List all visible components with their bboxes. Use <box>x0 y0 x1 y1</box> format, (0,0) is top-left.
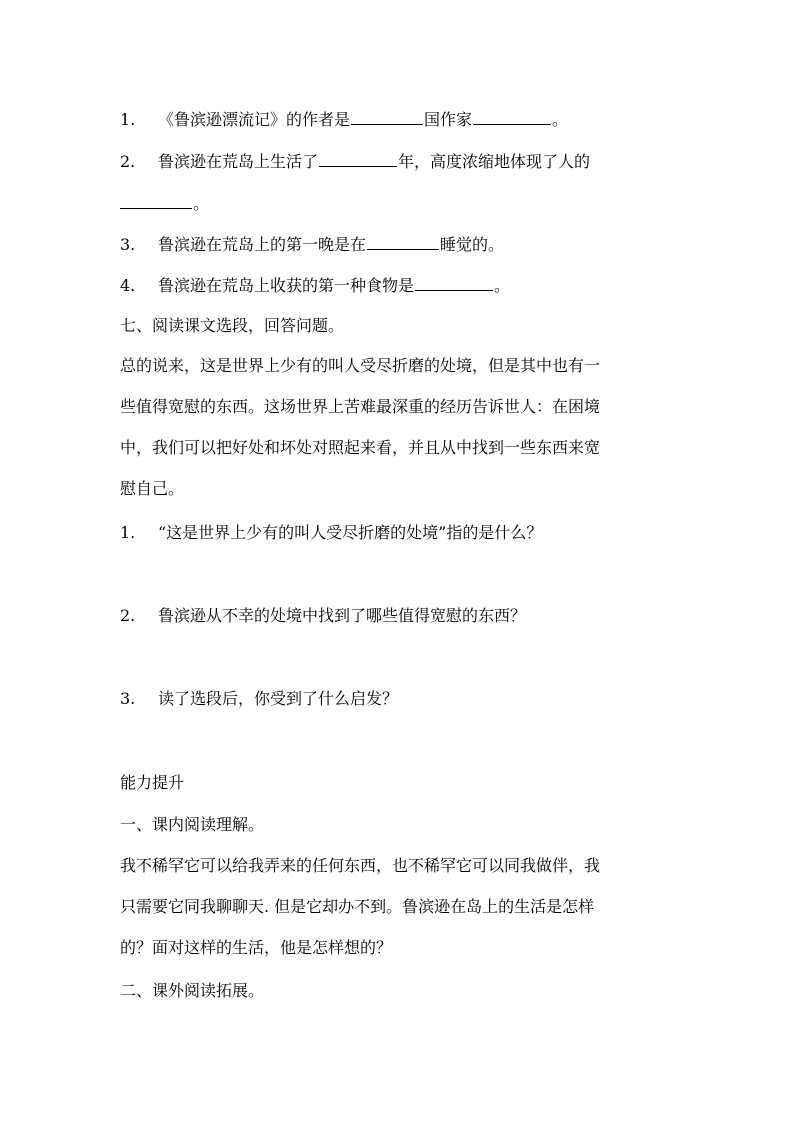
answer-blank[interactable] <box>473 108 551 125</box>
passage-line: 慰自己。 <box>120 479 185 498</box>
answer-blank[interactable] <box>120 192 192 209</box>
passage-line: 中，我们可以把好处和坏处对照起来看，并且从中找到一些东西来宽 <box>120 438 601 457</box>
answer-blank[interactable] <box>415 274 493 291</box>
passage-line: 些值得宽慰的东西。这场世界上苦难最深重的经历告诉世人：在困境 <box>120 397 601 416</box>
question-number: 1. <box>120 110 136 129</box>
question-number: 1. <box>120 523 136 542</box>
reading-question-3 <box>120 689 754 709</box>
section-seven-title: 七、阅读课文选段，回答问题。 <box>120 316 345 335</box>
question-number: 3. <box>120 235 136 254</box>
fill-question-2-continued <box>120 192 754 212</box>
section-two-title: 二、课外阅读拓展。 <box>120 981 265 1000</box>
question-text: 《鲁滨逊漂流记》的作者是 <box>158 110 351 129</box>
inclass-passage-line: 我不稀罕它可以给我弄来的任何东西，也不稀罕它可以同我做伴，我 <box>120 856 601 875</box>
fill-question-3 <box>120 233 754 253</box>
question-text: 鲁滨逊从不幸的处境中找到了哪些值得宽慰的东西？ <box>158 606 527 625</box>
question-text: 。 <box>552 110 569 129</box>
question-number: 2. <box>120 606 136 625</box>
fill-question-1 <box>120 108 754 128</box>
question-text: 国作家 <box>424 110 473 129</box>
question-text: 睡觉的。 <box>440 235 505 254</box>
section-one-title: 一、课内阅读理解。 <box>120 815 265 834</box>
inclass-passage-line: 的？面对这样的生活，他是怎样想的？ <box>120 938 393 957</box>
question-text: 。 <box>494 276 511 295</box>
question-text: 鲁滨逊在荒岛上的第一晚是在 <box>158 235 367 254</box>
fill-question-4 <box>120 274 754 294</box>
question-text: 鲁滨逊在荒岛上生活了 <box>158 152 319 171</box>
ability-title: 能力提升 <box>120 773 185 792</box>
passage-line: 总的说来，这是世界上少有的叫人受尽折磨的处境，但是其中也有一 <box>120 356 601 375</box>
question-number: 3. <box>120 689 136 708</box>
question-text: 。 <box>193 194 210 213</box>
fill-question-2 <box>120 150 754 170</box>
answer-blank[interactable] <box>367 233 439 250</box>
reading-question-2 <box>120 606 754 626</box>
answer-blank[interactable] <box>351 108 423 125</box>
answer-blank[interactable] <box>319 150 397 167</box>
question-text: “这是世界上少有的叫人受尽折磨的处境”指的是什么？ <box>158 523 543 542</box>
question-text: 鲁滨逊在荒岛上收获的第一种食物是 <box>158 276 415 295</box>
inclass-passage-line: 只需要它同我聊聊天. 但是它却办不到。鲁滨逊在岛上的生活是怎样 <box>120 897 595 916</box>
question-text: 年，高度浓缩地体现了人的 <box>398 152 591 171</box>
reading-question-1 <box>120 523 754 543</box>
question-text: 读了选段后，你受到了什么启发？ <box>158 689 399 708</box>
question-number: 4. <box>120 276 136 295</box>
question-number: 2. <box>120 152 136 171</box>
